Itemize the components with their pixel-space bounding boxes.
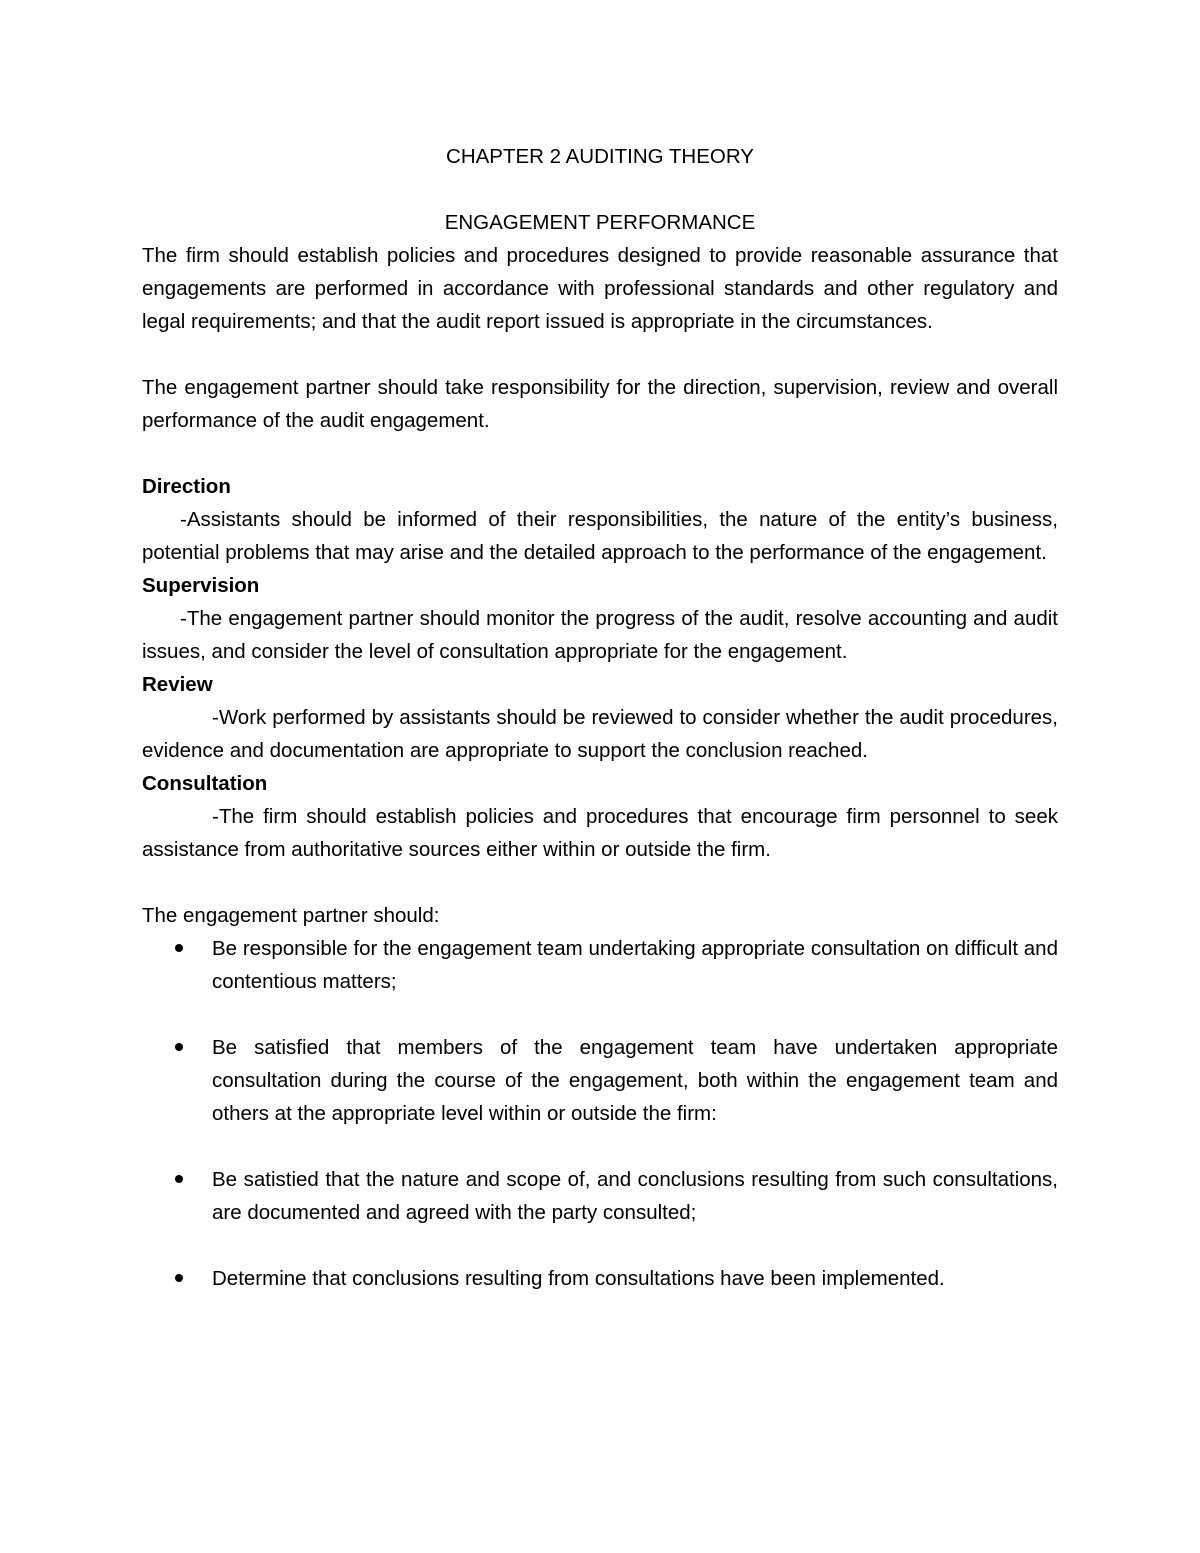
list-intro: The engagement partner should:: [142, 904, 440, 927]
section-title: ENGAGEMENT PERFORMANCE: [444, 211, 756, 234]
heading-review: Review: [142, 673, 213, 696]
list-item-text: Be satisfied that members of the engagement team have undertaken appropriate consultation during the course of the engagement, both within the engagement team and others at the appropriate level within or outside the firm:: [212, 1036, 1058, 1125]
list-item-text: Be satistied that the nature and scope of, and conclusions resulting from such consultations, are documented and agreed with the party consulted;: [212, 1168, 1058, 1224]
list-item: [142, 1163, 1058, 1229]
bullet-list: [142, 932, 1058, 1295]
text-consultation: -The firm should establish policies and procedures that encourage firm personnel to seek assistance from authoritative sources either within or outside the firm.: [142, 805, 1058, 861]
heading-consultation: Consultation: [142, 772, 268, 795]
partner-paragraph: The engagement partner should take responsibility for the direction, supervision, review and overall performance of the audit engagement.: [142, 376, 1058, 432]
document-title: CHAPTER 2 AUDITING THEORY: [446, 145, 754, 168]
bullet-icon: [175, 1175, 183, 1183]
heading-supervision: Supervision: [142, 574, 260, 597]
bullet-icon: [175, 944, 183, 952]
spacer: [142, 338, 1058, 371]
intro-paragraph: The firm should establish policies and procedures designed to provide reasonable assurance that engagements are performed in accordance with professional standards and other regulatory and legal requirements; and that the audit report issued is appropriate in the circumstances.: [142, 244, 1058, 333]
list-item: [142, 1031, 1058, 1130]
list-item: [142, 932, 1058, 998]
bullet-icon: [175, 1043, 183, 1051]
bullet-icon: [175, 1274, 183, 1282]
spacer: [142, 437, 1058, 470]
list-item: [142, 1262, 1058, 1295]
document-page: [142, 140, 1058, 1295]
text-review: -Work performed by assistants should be reviewed to consider whether the audit procedures, evidence and documentation are appropriate to support the conclusion reached.: [142, 706, 1058, 762]
heading-direction: Direction: [142, 475, 231, 498]
text-direction: -Assistants should be informed of their responsibilities, the nature of the entity’s business, potential problems that may arise and the detailed approach to the performance of the engagement.: [142, 508, 1058, 564]
list-item-text: Be responsible for the engagement team undertaking appropriate consultation on difficult and contentious matters;: [212, 937, 1058, 993]
list-item-text: Determine that conclusions resulting from consultations have been implemented.: [212, 1267, 945, 1290]
text-supervision: -The engagement partner should monitor the progress of the audit, resolve accounting and audit issues, and consider the level of consultation appropriate for the engagement.: [142, 607, 1058, 663]
spacer: [142, 866, 1058, 899]
